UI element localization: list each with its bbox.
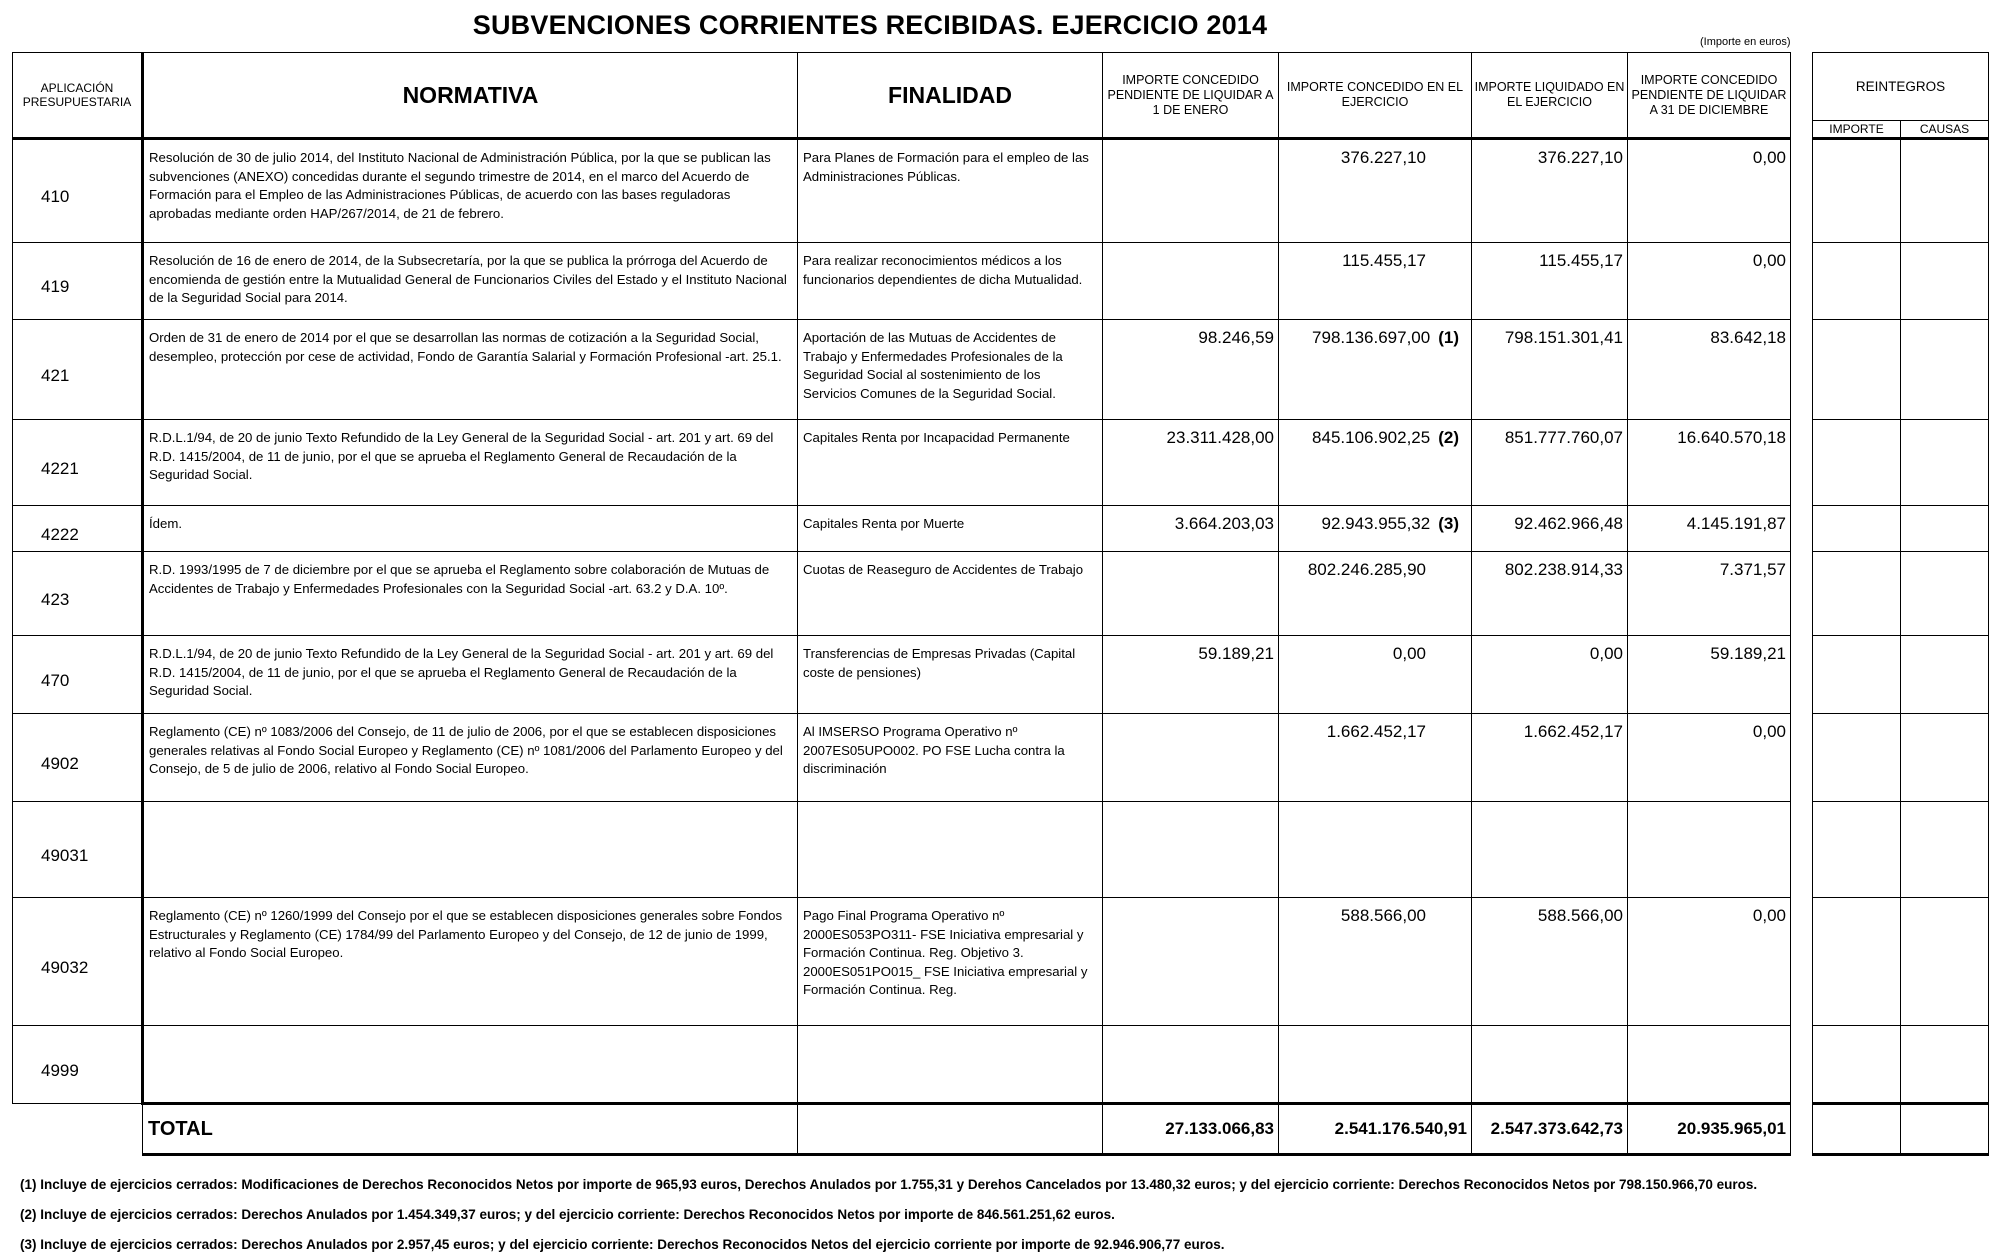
concedido-value: 115.455,17: [1342, 251, 1426, 270]
row-normativa: Reglamento (CE) nº 1260/1999 del Consejo por el que se establecen disposiciones generales sobre Fondos Estructurales y Reglamento (CE) 1784/99 del Parlamento Europeo y del Consejo, de 12 de junio de 1999, relativo al Fondo Social Europeo.: [143, 898, 798, 1026]
total-pendiente-fin: 20.935.965,01: [1628, 1104, 1791, 1155]
concedido-value: 1.662.452,17: [1326, 722, 1426, 741]
total-finalidad-cell: [798, 1104, 1103, 1155]
row-pendiente-inicio: [1103, 139, 1279, 243]
reintegros-importe-cell: [1813, 320, 1901, 420]
reintegros-causas-cell: [1901, 714, 1989, 802]
row-code: 421: [13, 320, 143, 420]
reintegros-causas-cell: [1901, 802, 1989, 898]
reintegros-causas-cell: [1901, 506, 1989, 552]
reintegros-total-importe: [1813, 1104, 1901, 1155]
row-pendiente-fin: [1628, 1026, 1791, 1104]
concedido-value: 798.136.697,00: [1312, 328, 1431, 347]
row-pendiente-fin: 4.145.191,87: [1628, 506, 1791, 552]
table-row: [13, 243, 1791, 320]
reintegros-causas-cell: [1901, 420, 1989, 506]
row-finalidad: Para Planes de Formación para el empleo de las Administraciones Públicas.: [798, 139, 1103, 243]
row-concedido: [1279, 636, 1472, 714]
row-code: 4221: [13, 420, 143, 506]
row-pendiente-inicio: [1103, 243, 1279, 320]
row-code: 49032: [13, 898, 143, 1026]
reintegros-table: [1812, 52, 1989, 1156]
row-liquidado: 1.662.452,17: [1472, 714, 1628, 802]
reintegros-causas-cell: [1901, 636, 1989, 714]
row-liquidado: 851.777.760,07: [1472, 420, 1628, 506]
row-pendiente-inicio: 23.311.428,00: [1103, 420, 1279, 506]
row-pendiente-fin: 7.371,57: [1628, 552, 1791, 636]
table-row: [13, 320, 1791, 420]
concedido-value: 845.106.902,25: [1312, 428, 1431, 447]
reintegros-total-row: [1813, 1104, 1989, 1155]
row-liquidado: 0,00: [1472, 636, 1628, 714]
row-pendiente-inicio: [1103, 552, 1279, 636]
row-pendiente-fin: 0,00: [1628, 714, 1791, 802]
row-finalidad: Capitales Renta por Muerte: [798, 506, 1103, 552]
total-liquidado: 2.547.373.642,73: [1472, 1104, 1628, 1155]
row-pendiente-fin: 16.640.570,18: [1628, 420, 1791, 506]
reintegros-causas-cell: [1901, 898, 1989, 1026]
header-normativa: NORMATIVA: [143, 53, 798, 139]
row-normativa: R.D.L.1/94, de 20 de junio Texto Refundido de la Ley General de la Seguridad Social - art. 201 y art. 69 del R.D. 1415/2004, de 11 de junio, por el que se aprueba el Reglamento General de Recaudación de la Seguridad Social.: [143, 420, 798, 506]
row-code: 470: [13, 636, 143, 714]
row-finalidad: [798, 1026, 1103, 1104]
footnote-ref: (2): [1438, 428, 1459, 447]
row-finalidad: Capitales Renta por Incapacidad Permanente: [798, 420, 1103, 506]
footnote-1: (1) Incluye de ejercicios cerrados: Modificaciones de Derechos Reconocidos Netos por importe de 965,93 euros, Derechos Anulados por 1.755,31 y Derehos Cancelados por 13.480,32 euros; y del ejercicio corriente: Derechos Reconocidos Netos por 798.150.966,70 euros.: [20, 1177, 1758, 1192]
concedido-value: 802.246.285,90: [1307, 560, 1426, 579]
header-causas: CAUSAS: [1901, 121, 1989, 139]
concedido-value: 376.227,10: [1340, 148, 1426, 167]
footnote-ref: (3): [1438, 514, 1459, 533]
row-concedido: [1279, 139, 1472, 243]
reintegros-row: [1813, 243, 1989, 320]
row-finalidad: Al IMSERSO Programa Operativo nº 2007ES05UPO002. PO FSE Lucha contra la discriminación: [798, 714, 1103, 802]
reintegros-row: [1813, 714, 1989, 802]
row-normativa: Ídem.: [143, 506, 798, 552]
row-code: 49031: [13, 802, 143, 898]
row-pendiente-inicio: [1103, 802, 1279, 898]
row-concedido: [1279, 1026, 1472, 1104]
row-pendiente-fin: 59.189,21: [1628, 636, 1791, 714]
row-normativa: R.D.L.1/94, de 20 de junio Texto Refundido de la Ley General de la Seguridad Social - art. 201 y art. 69 del R.D. 1415/2004, de 11 de junio, por el que se aprueba el Reglamento General de Recaudación de la Seguridad Social.: [143, 636, 798, 714]
row-finalidad: Cuotas de Reaseguro de Accidentes de Trabajo: [798, 552, 1103, 636]
reintegros-importe-cell: [1813, 139, 1901, 243]
row-concedido: [1279, 898, 1472, 1026]
footnote-3: (3) Incluye de ejercicios cerrados: Derechos Anulados por 2.957,45 euros; y del ejercicio corriente: Derechos Reconocidos Netos del ejercicio corriente por importe de 92.946.906,77 euros.: [20, 1237, 1225, 1252]
row-code: 410: [13, 139, 143, 243]
reintegros-importe-cell: [1813, 552, 1901, 636]
reintegros-row: [1813, 802, 1989, 898]
header-pendiente-fin: IMPORTE CONCEDIDO PENDIENTE DE LIQUIDAR A 31 DE DICIEMBRE: [1628, 53, 1791, 139]
total-pendiente-inicio: 27.133.066,83: [1103, 1104, 1279, 1155]
row-finalidad: Transferencias de Empresas Privadas (Capital coste de pensiones): [798, 636, 1103, 714]
reintegros-row: [1813, 506, 1989, 552]
header-aplicacion: APLICACIÓN PRESUPUESTARIA: [13, 53, 143, 139]
reintegros-row: [1813, 1026, 1989, 1104]
total-blank-cell: [13, 1104, 143, 1155]
row-finalidad: Aportación de las Mutuas de Accidentes de Trabajo y Enfermedades Profesionales de la Seguridad Social al sostenimiento de los Servicios Comunes de la Seguridad Social.: [798, 320, 1103, 420]
footnote-ref: (1): [1438, 328, 1459, 347]
header-concedido: IMPORTE CONCEDIDO EN EL EJERCICIO: [1279, 53, 1472, 139]
row-liquidado: 588.566,00: [1472, 898, 1628, 1026]
total-concedido: 2.541.176.540,91: [1279, 1104, 1472, 1155]
row-concedido: [1279, 552, 1472, 636]
table-row: [13, 1026, 1791, 1104]
row-concedido: [1279, 420, 1472, 506]
reintegros-row: [1813, 898, 1989, 1026]
reintegros-causas-cell: [1901, 243, 1989, 320]
row-pendiente-inicio: [1103, 898, 1279, 1026]
unit-note: (Importe en euros): [1700, 36, 1791, 48]
reintegros-causas-cell: [1901, 552, 1989, 636]
table-row: [13, 552, 1791, 636]
row-pendiente-inicio: [1103, 714, 1279, 802]
row-liquidado: 92.462.966,48: [1472, 506, 1628, 552]
row-finalidad: Pago Final Programa Operativo nº 2000ES053PO311- FSE Iniciativa empresarial y Formación Continua. Reg. Objetivo 3. 2000ES051PO015_ FSE Iniciativa empresarial y Formación Continua. Reg.: [798, 898, 1103, 1026]
reintegros-importe-cell: [1813, 898, 1901, 1026]
row-concedido: [1279, 714, 1472, 802]
row-pendiente-inicio: 3.664.203,03: [1103, 506, 1279, 552]
row-pendiente-fin: 83.642,18: [1628, 320, 1791, 420]
row-pendiente-inicio: [1103, 1026, 1279, 1104]
header-finalidad: FINALIDAD: [798, 53, 1103, 139]
row-normativa: Resolución de 30 de julio 2014, del Instituto Nacional de Administración Pública, por la que se publican las subvenciones (ANEXO) concedidas durante el segundo trimestre de 2014, en el marco del Acuerdo de Formación para el Empleo de las Administraciones Públicas, de acuerdo con las bases reguladoras aprobadas mediante orden HAP/267/2014, de 21 de febrero.: [143, 139, 798, 243]
row-pendiente-fin: 0,00: [1628, 243, 1791, 320]
table-row: [13, 506, 1791, 552]
total-label: TOTAL: [143, 1104, 798, 1155]
header-reintegros: REINTEGROS: [1813, 53, 1989, 121]
header-importe: IMPORTE: [1813, 121, 1901, 139]
reintegros-importe-cell: [1813, 1026, 1901, 1104]
row-concedido: [1279, 243, 1472, 320]
row-pendiente-inicio: 98.246,59: [1103, 320, 1279, 420]
row-normativa: Resolución de 16 de enero de 2014, de la Subsecretaría, por la que se publica la prórroga del Acuerdo de encomienda de gestión entre la Mutualidad General de Funcionarios Civiles del Estado y el Instituto Nacional de la Seguridad Social para 2014.: [143, 243, 798, 320]
row-normativa: [143, 1026, 798, 1104]
row-liquidado: 798.151.301,41: [1472, 320, 1628, 420]
reintegros-importe-cell: [1813, 714, 1901, 802]
row-code: 4222: [13, 506, 143, 552]
row-concedido: [1279, 802, 1472, 898]
row-pendiente-fin: 0,00: [1628, 139, 1791, 243]
subsidies-table: [12, 52, 1791, 1156]
reintegros-causas-cell: [1901, 139, 1989, 243]
reintegros-importe-cell: [1813, 506, 1901, 552]
header-pendiente-inicio: IMPORTE CONCEDIDO PENDIENTE DE LIQUIDAR A 1 DE ENERO: [1103, 53, 1279, 139]
concedido-value: 0,00: [1392, 644, 1426, 663]
page-title: SUBVENCIONES CORRIENTES RECIBIDAS. EJERCICIO 2014: [472, 10, 1268, 40]
table-row: [13, 714, 1791, 802]
table-row: [13, 802, 1791, 898]
reintegros-row: [1813, 320, 1989, 420]
reintegros-importe-cell: [1813, 420, 1901, 506]
footnote-2: (2) Incluye de ejercicios cerrados: Derechos Anulados por 1.454.349,37 euros; y del ejercicio corriente: Derechos Reconocidos Netos por importe de 846.561.251,62 euros.: [20, 1207, 1115, 1222]
row-code: 419: [13, 243, 143, 320]
concedido-value: 588.566,00: [1340, 906, 1426, 925]
row-liquidado: 115.455,17: [1472, 243, 1628, 320]
row-code: 4999: [13, 1026, 143, 1104]
row-concedido: [1279, 506, 1472, 552]
row-concedido: [1279, 320, 1472, 420]
table-row: [13, 898, 1791, 1026]
reintegros-importe-cell: [1813, 243, 1901, 320]
row-liquidado: [1472, 1026, 1628, 1104]
row-pendiente-fin: 0,00: [1628, 898, 1791, 1026]
row-pendiente-fin: [1628, 802, 1791, 898]
row-normativa: Reglamento (CE) nº 1083/2006 del Consejo, de 11 de julio de 2006, por el que se establecen disposiciones generales relativas al Fondo Social Europeo y Reglamento (CE) nº 1081/2006 del Parlamento Europeo y del Consejo, de 5 de julio de 2006, relativo al Fondo Social Europeo.: [143, 714, 798, 802]
reintegros-importe-cell: [1813, 636, 1901, 714]
row-normativa: [143, 802, 798, 898]
total-row: [13, 1104, 1791, 1155]
reintegros-row: [1813, 552, 1989, 636]
table-row: [13, 420, 1791, 506]
row-finalidad: Para realizar reconocimientos médicos a los funcionarios dependientes de dicha Mutualidad.: [798, 243, 1103, 320]
table-row: [13, 139, 1791, 243]
reintegros-importe-cell: [1813, 802, 1901, 898]
table-row: [13, 636, 1791, 714]
reintegros-row: [1813, 420, 1989, 506]
header-liquidado: IMPORTE LIQUIDADO EN EL EJERCICIO: [1472, 53, 1628, 139]
row-code: 423: [13, 552, 143, 636]
reintegros-total-causas: [1901, 1104, 1989, 1155]
reintegros-row: [1813, 139, 1989, 243]
reintegros-causas-cell: [1901, 1026, 1989, 1104]
row-code: 4902: [13, 714, 143, 802]
row-liquidado: [1472, 802, 1628, 898]
row-normativa: R.D. 1993/1995 de 7 de diciembre por el que se aprueba el Reglamento sobre colaboración de Mutuas de Accidentes de Trabajo y Enfermedades Profesionales con la Seguridad Social -art. 63.2 y D.A. 10º.: [143, 552, 798, 636]
row-normativa: Orden de 31 de enero de 2014 por el que se desarrollan las normas de cotización a la Seguridad Social, desempleo, protección por cese de actividad, Fondo de Garantía Salarial y Formación Profesional -art. 25.1.: [143, 320, 798, 420]
reintegros-causas-cell: [1901, 320, 1989, 420]
reintegros-row: [1813, 636, 1989, 714]
row-liquidado: 802.238.914,33: [1472, 552, 1628, 636]
row-finalidad: [798, 802, 1103, 898]
row-pendiente-inicio: 59.189,21: [1103, 636, 1279, 714]
row-liquidado: 376.227,10: [1472, 139, 1628, 243]
concedido-value: 92.943.955,32: [1321, 514, 1431, 533]
